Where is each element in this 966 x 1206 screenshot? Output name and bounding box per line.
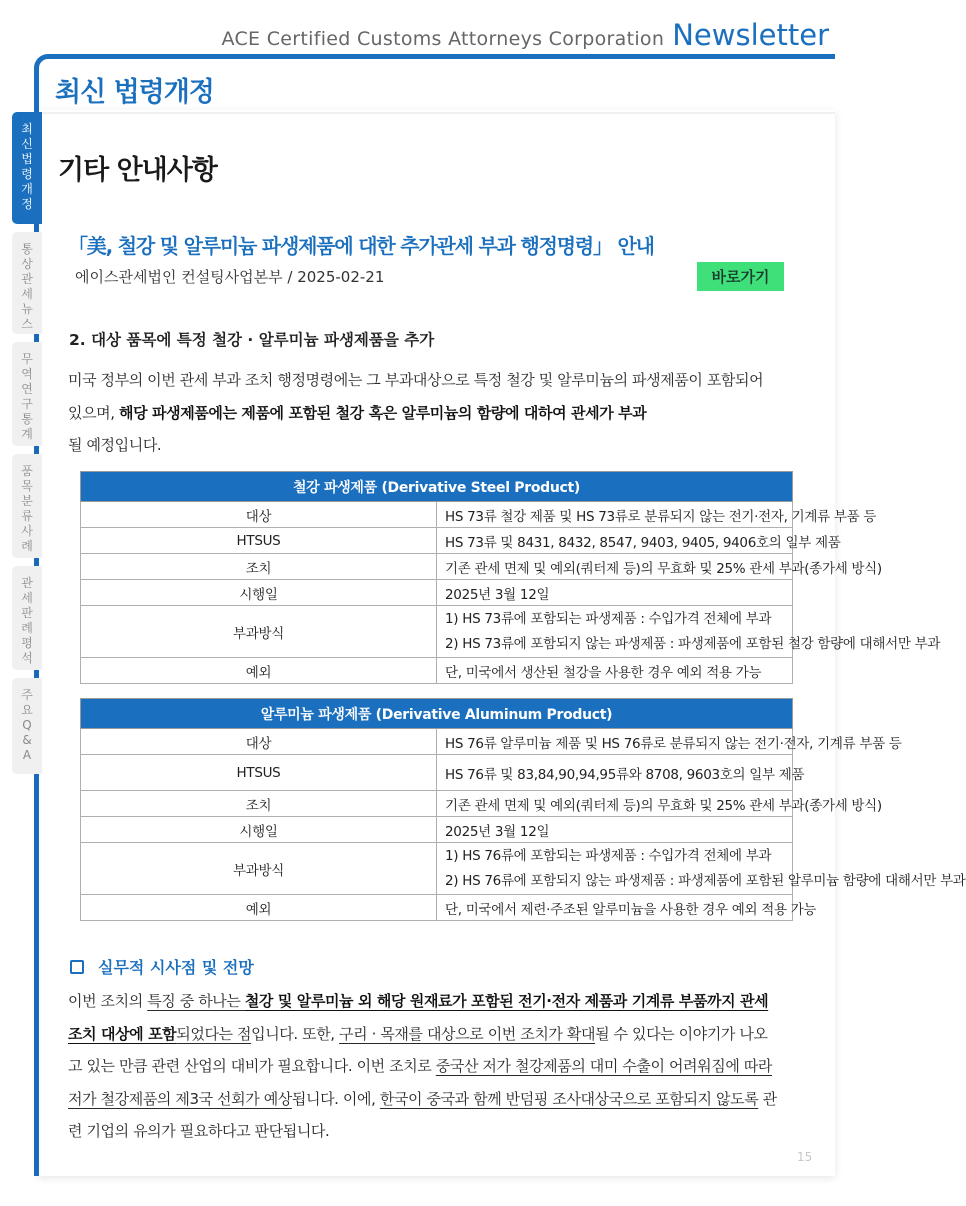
row-label: 대상 <box>81 729 437 755</box>
table-row <box>81 658 793 684</box>
row-value: 2025년 3월 12일 <box>437 817 793 843</box>
row-value: HS 76류 알루미늄 제품 및 HS 76류로 분류되지 않는 전기·전자, 기계류 부품 등 <box>437 729 793 755</box>
implications-title: 실무적 시사점 및 전망 <box>98 958 254 977</box>
row-label: 예외 <box>81 895 437 921</box>
intro-text-2: 될 예정입니다. <box>68 436 162 454</box>
sidebar-tab-char: 판 <box>21 606 33 620</box>
sidebar-tab-char: Q <box>22 718 32 732</box>
sidebar-tab-char: 평 <box>21 636 33 650</box>
table-row <box>81 606 793 658</box>
page-heading: 기타 안내사항 <box>58 155 217 186</box>
sidebar-tab-char: 통 <box>21 242 33 256</box>
sidebar-tab-char: 세 <box>21 591 33 605</box>
sidebar-tab-trade-research[interactable] <box>12 342 42 446</box>
table-row <box>81 502 793 528</box>
sidebar-tab-char: 연 <box>21 382 33 396</box>
sidebar-tab-char: 관 <box>21 272 33 286</box>
newsletter-header <box>222 18 829 58</box>
sidebar-tab-char: 목 <box>21 479 33 493</box>
sidebar-tab-char: A <box>22 748 32 762</box>
sidebar-tab-trade-news[interactable] <box>12 232 42 334</box>
sidebar-tabs <box>12 112 42 782</box>
sidebar-tab-char: 구 <box>21 397 33 411</box>
table-row <box>81 755 793 791</box>
sidebar-tab-char: 최 <box>21 122 33 136</box>
sidebar-tab-char: 상 <box>21 257 33 271</box>
row-label: 예외 <box>81 658 437 684</box>
sidebar-tab-char: 정 <box>21 197 33 211</box>
sidebar-tab-case-reviews[interactable] <box>12 566 42 670</box>
bold-underlined-segment: 철강 및 알루미늄 외 해당 원재료가 포함된 전기·전자 제품과 기계류 부품까지 관세조치 대상에 포함 <box>68 992 769 1043</box>
row-label: HTSUS <box>81 755 437 791</box>
article-byline: 에이스관세법인 컨설팅사업본부 / 2025-02-21 <box>75 268 385 286</box>
table-row <box>81 895 793 921</box>
row-label: 시행일 <box>81 580 437 606</box>
text-segment: 될 수 있다는 이야기가 나오고 있는 만큼 관련 산업의 대비가 필요합니다. 이번 조치로 <box>68 1024 768 1075</box>
sidebar-tab-char: 사 <box>21 524 33 538</box>
row-label: 조치 <box>81 791 437 817</box>
sidebar-tab-char: 요 <box>21 703 33 717</box>
sidebar-tab-char: 례 <box>21 621 33 635</box>
sidebar-tab-char: 스 <box>21 317 33 331</box>
row-value: 단, 미국에서 생산된 철강을 사용한 경우 예외 적용 가능 <box>437 658 793 684</box>
row-value-line: 2) HS 73류에 포함되지 않는 파생제품 : 파생제품에 포함된 철강 함량에 대해서만 부과 <box>445 635 941 652</box>
row-value: 기존 관세 면제 및 예외(쿼터제 등)의 무효화 및 25% 관세 부과(종가세 방식) <box>437 554 793 580</box>
sidebar-tab-latest-law[interactable] <box>12 112 42 224</box>
table-row <box>81 554 793 580</box>
underlined-segment: 구리 · 목재를 대상으로 이번 조치가 확대 <box>339 1024 596 1043</box>
row-value: HS 73류 철강 제품 및 HS 73류로 분류되지 않는 전기·전자, 기계류 부품 등 <box>437 502 793 528</box>
sidebar-tab-char: 분 <box>21 494 33 508</box>
table-row <box>81 817 793 843</box>
row-value-line: 2) HS 76류에 포함되지 않는 파생제품 : 파생제품에 포함된 알루미늄 함량에 대해서만 부과 <box>445 872 966 889</box>
row-label: 조치 <box>81 554 437 580</box>
sidebar-tab-char: 관 <box>21 576 33 590</box>
row-label: 시행일 <box>81 817 437 843</box>
header-divider <box>39 112 835 114</box>
row-value: 기존 관세 면제 및 예외(쿼터제 등)의 무효화 및 25% 관세 부과(종가세 방식) <box>437 791 793 817</box>
row-value: 단, 미국에서 제련·주조된 알루미늄을 사용한 경우 예외 적용 가능 <box>437 895 793 921</box>
text-segment: 입니다. 또한, <box>251 1024 340 1043</box>
row-value <box>437 843 966 895</box>
table-title: 철강 파생제품 (Derivative Steel Product) <box>81 472 793 502</box>
text-segment: 됩니다. 이에, <box>291 1089 380 1108</box>
sidebar-tab-char: 례 <box>21 539 33 553</box>
sidebar-tab-char: 주 <box>21 688 33 702</box>
sidebar-tab-char: 무 <box>21 352 33 366</box>
table-row <box>81 729 793 755</box>
row-label: 부과방식 <box>81 843 437 895</box>
sidebar-tab-char: 류 <box>21 509 33 523</box>
text-segment: 이번 조치의 <box>68 992 148 1010</box>
intro-text-1: 미국 정부의 이번 관세 부과 조치 행정명령에는 그 부과대상으로 특정 철강 및 알루미늄의 파생제품이 포함되어 있으며, <box>68 371 764 422</box>
table-row <box>81 528 793 554</box>
sidebar-tab-char: 신 <box>21 137 33 151</box>
section-subhead: 2. 대상 품목에 특정 철강 · 알루미늄 파생제품을 추가 <box>69 331 435 349</box>
checkbox-icon <box>70 960 84 974</box>
implications-paragraph <box>68 985 780 1148</box>
sidebar-tab-char: 계 <box>21 427 33 441</box>
sidebar-tab-char: 개 <box>21 182 33 196</box>
underlined-segment: 중국산 저가 철강제품의 대미 수출이 어려워짐에 따라 저가 철강제품의 제3국 선회가 예상 <box>68 1057 772 1108</box>
newsletter-label: Newsletter <box>672 18 829 52</box>
row-label: HTSUS <box>81 528 437 554</box>
underlined-segment: 되었다는 점 <box>176 1024 252 1043</box>
implications-heading <box>70 955 254 978</box>
underlined-segment: 특징 중 하나는 <box>147 992 245 1010</box>
row-value-line: 1) HS 76류에 포함되는 파생제품 : 수입가격 전체에 부과 <box>445 847 772 864</box>
table-row <box>81 791 793 817</box>
sidebar-tab-char: 령 <box>21 167 33 181</box>
sidebar-tab-char: 석 <box>21 651 33 665</box>
company-name: ACE Certified Customs Attorneys Corporation <box>221 28 665 50</box>
row-value: HS 76류 및 83,84,90,94,95류와 8708, 9603호의 일부 제품 <box>437 755 793 791</box>
intro-paragraph <box>68 364 780 462</box>
sidebar-tab-qna[interactable] <box>12 678 42 774</box>
row-label: 대상 <box>81 502 437 528</box>
section-title: 최신 법령개정 <box>55 77 214 108</box>
table-row <box>81 843 793 895</box>
sidebar-tab-char: 뉴 <box>21 302 33 316</box>
table-title: 알루미늄 파생제품 (Derivative Aluminum Product) <box>81 699 793 729</box>
sidebar-tab-char: 법 <box>21 152 33 166</box>
text-segment: 관련 기업의 유의가 필요하다고 판단됩니다. <box>68 1089 777 1140</box>
sidebar-tab-char: 통 <box>21 412 33 426</box>
sidebar-tab-char: 역 <box>21 367 33 381</box>
table-row <box>81 580 793 606</box>
sidebar-tab-char: 세 <box>21 287 33 301</box>
steel-derivative-table <box>80 471 941 684</box>
page-number: 15 <box>797 1150 813 1164</box>
row-value <box>437 606 941 658</box>
go-to-link-button[interactable]: 바로가기 <box>697 262 784 291</box>
underlined-segment: 한국이 중국과 함께 반덤핑 조사대상국으로 포함되지 않도록 <box>379 1089 759 1108</box>
intro-text-bold: 해당 파생제품에는 제품에 포함된 철강 혹은 알루미늄의 함량에 대하여 관세가 부과 <box>119 403 647 422</box>
row-value: 2025년 3월 12일 <box>437 580 793 606</box>
row-label: 부과방식 <box>81 606 437 658</box>
sidebar-tab-classification-cases[interactable] <box>12 454 42 558</box>
sidebar-tab-char: & <box>22 733 32 747</box>
article-title: 「美, 철강 및 알루미늄 파생제품에 대한 추가관세 부과 행정명령」 안내 <box>68 234 654 258</box>
row-value-line: 1) HS 73류에 포함되는 파생제품 : 수입가격 전체에 부과 <box>445 610 772 627</box>
row-value: HS 73류 및 8431, 8432, 8547, 9403, 9405, 9406호의 일부 제품 <box>437 528 793 554</box>
sidebar-tab-char: 품 <box>21 464 33 478</box>
aluminum-derivative-table <box>80 698 966 921</box>
